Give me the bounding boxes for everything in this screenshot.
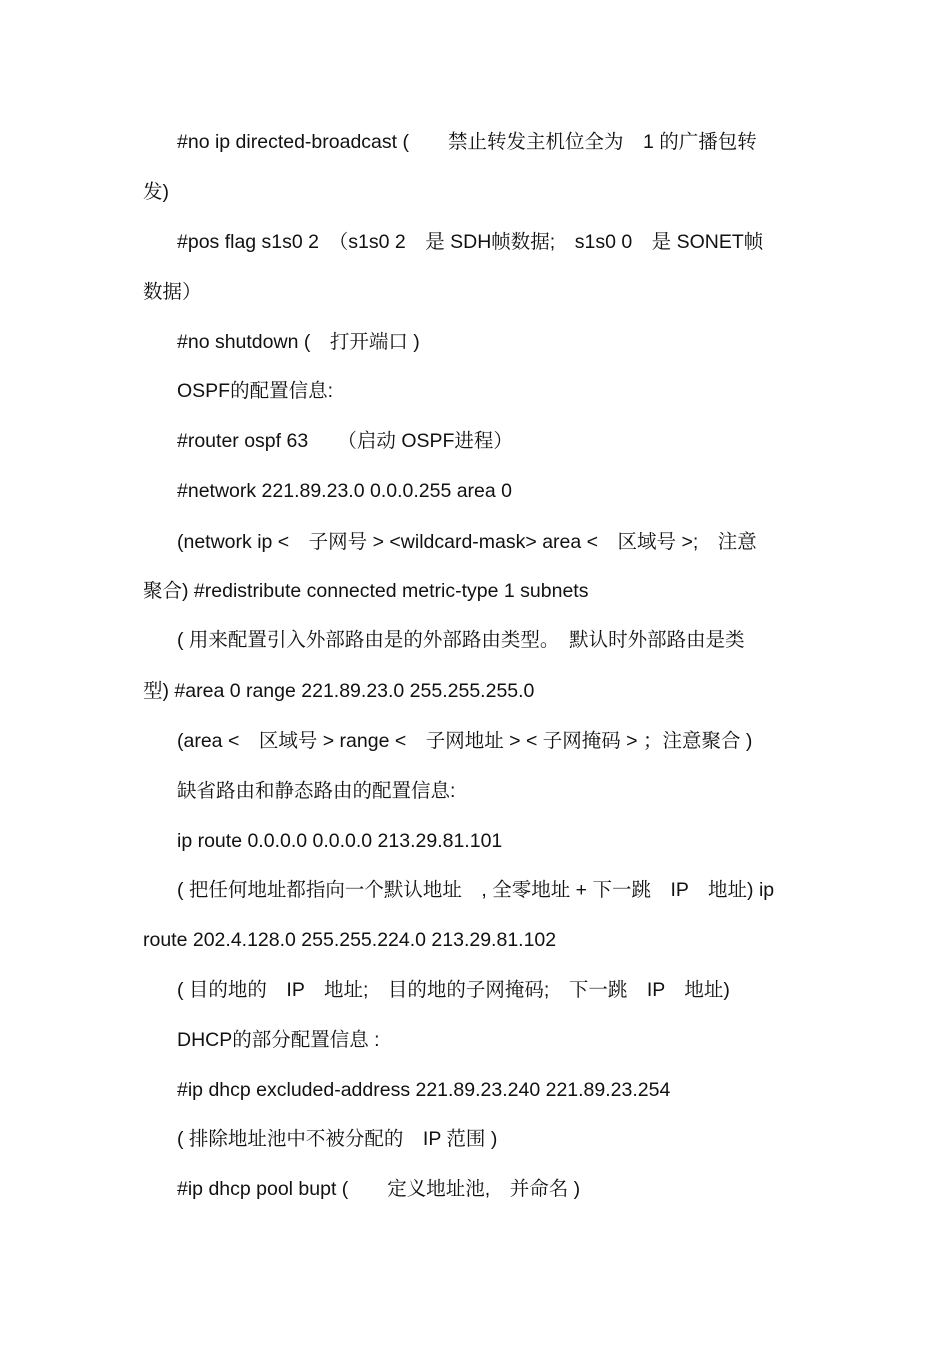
text-line-21: ( 排除地址池中不被分配的 IP 范围 ) xyxy=(177,1128,498,1150)
text-line-12: 型) #area 0 range 221.89.23.0 255.255.255.0 xyxy=(143,680,535,702)
text-line-8: #network 221.89.23.0 0.0.0.255 area 0 xyxy=(177,480,513,502)
text-line-10: 聚合) #redistribute connected metric-type 1 subnets xyxy=(143,580,589,602)
text-line-7: #router ospf 63 （启动 OSPF进程） xyxy=(177,430,513,452)
text-line-19: DHCP的部分配置信息 : xyxy=(177,1029,380,1051)
text-line-22: #ip dhcp pool bupt ( 定义地址池, 并命名 ) xyxy=(177,1178,581,1200)
text-line-11: ( 用来配置引入外部路由是的外部路由类型。 默认时外部路由是类 xyxy=(177,629,745,651)
text-line-3: #pos flag s1s0 2 （s1s0 2 是 SDH帧数据; s1s0 0 是 SONET帧 xyxy=(177,231,764,253)
text-line-15: ip route 0.0.0.0 0.0.0.0 213.29.81.101 xyxy=(177,830,503,852)
text-line-5: #no shutdown ( 打开端口 ) xyxy=(177,331,420,353)
text-line-2: 发) xyxy=(143,181,169,203)
text-line-9: (network ip < 子网号 > <wildcard-mask> area < 区域号 >; 注意 xyxy=(177,531,757,553)
text-line-6: OSPF的配置信息: xyxy=(177,380,334,402)
text-line-20: #ip dhcp excluded-address 221.89.23.240 221.89.23.254 xyxy=(177,1079,671,1101)
text-line-14: 缺省路由和静态路由的配置信息: xyxy=(177,780,456,802)
text-line-1: #no ip directed-broadcast ( 禁止转发主机位全为 1 的广播包转 xyxy=(177,131,757,153)
text-line-18: ( 目的地的 IP 地址; 目的地的子网掩码; 下一跳 IP 地址) xyxy=(177,979,730,1001)
text-line-13: (area < 区域号 > range < 子网地址 > < 子网掩码 > ；注意聚合 ) xyxy=(177,730,753,752)
text-line-16: ( 把任何地址都指向一个默认地址 , 全零地址 + 下一跳 IP 地址) ip xyxy=(177,879,775,901)
text-line-17: route 202.4.128.0 255.255.224.0 213.29.81.102 xyxy=(143,929,557,951)
text-line-4: 数据） xyxy=(143,281,202,303)
